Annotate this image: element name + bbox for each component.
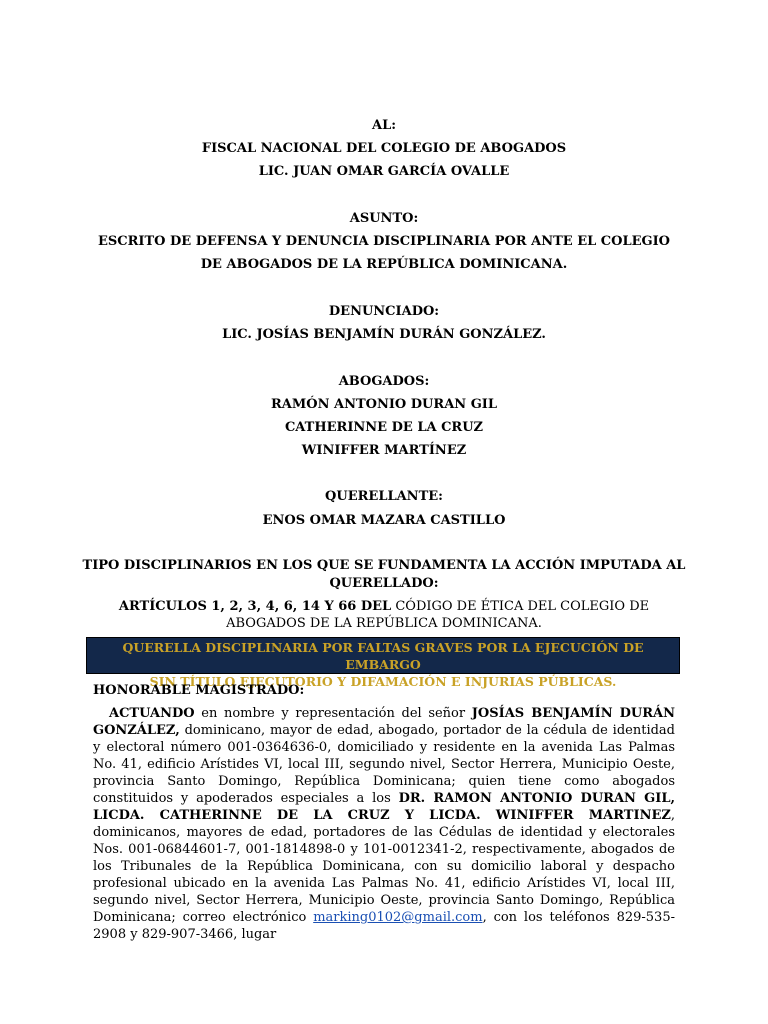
- plaintiff-label: QUERELLANTE:: [325, 489, 443, 504]
- body-text: en nombre y representación del señor: [194, 706, 472, 721]
- lawyer-name: WINIFFER MARTÍNEZ: [301, 443, 467, 458]
- subject-line-1: ESCRITO DE DEFENSA Y DENUNCIA DISCIPLINARIA POR ANTE EL COLEGIO: [97, 234, 671, 249]
- email-link[interactable]: marking0102@gmail.com: [313, 910, 483, 925]
- body-paragraph: [93, 705, 675, 943]
- types-heading-line-1: TIPO DISCIPLINARIOS EN LOS QUE SE FUNDAMENTA LA ACCIÓN IMPUTADA AL: [82, 558, 686, 573]
- subject-line-2: DE ABOGADOS DE LA REPÚBLICA DOMINICANA.: [200, 257, 568, 272]
- body-bold-actuando: ACTUANDO: [109, 706, 195, 721]
- body-text: , dominicanos, mayores de edad, portadores de las Cédulas de identidad y electorales Nos. 001-06844601-7, 001-1814898-0 y 101-0012341-2, respectivamente, abogados de los Tribunales de la República Dominicana, con su domicilio laboral y despacho profesional ubicado en la avenida Las Palmas No. 41, edificio Arístides VI, local III, segundo nivel, Sector Herrera, Municipio Oeste, provincia Santo Domingo, República Dominicana; correo electrónico: [93, 808, 675, 925]
- salutation: HONORABLE MAGISTRADO:: [93, 683, 305, 698]
- articles-paragraph: [93, 598, 675, 632]
- accused-label: DENUNCIADO:: [328, 304, 440, 319]
- subject-label: ASUNTO:: [349, 211, 419, 226]
- recipient-line-1: FISCAL NACIONAL DEL COLEGIO DE ABOGADOS: [201, 141, 567, 156]
- banner-line-1: QUERELLA DISCIPLINARIA POR FALTAS GRAVES POR LA EJECUCIÓN DE EMBARGO: [122, 640, 644, 672]
- complaint-banner: [86, 637, 680, 689]
- body-text: dominicano, mayor de edad, abogado, portador de la cédula de identidad y electoral número 001-0364636-0, domiciliado y residente en la avenida Las Palmas No. 41, edificio Arístides VI, local III, segundo nivel, Sector Herrera, Municipio Oeste, provincia Santo Domingo, República Dominicana; quien tiene como abogados constituidos y apoderados especiales a los: [93, 723, 675, 806]
- recipient-line-2: LIC. JUAN OMAR GARCÍA OVALLE: [258, 164, 510, 179]
- articles-bold: ARTÍCULOS 1, 2, 3, 4, 6, 14 Y 66 DEL: [118, 599, 392, 614]
- body-text: , con los teléfonos 829-535-2908 y 829-907-3466, lugar: [93, 910, 675, 942]
- articles-rest: CÓDIGO DE ÉTICA DEL COLEGIO DE ABOGADOS DE LA REPÚBLICA DOMINICANA.: [226, 599, 650, 631]
- lawyer-name: RAMÓN ANTONIO DURAN GIL: [270, 397, 498, 412]
- banner-line-2: SIN TÍTULO EJECUTORIO Y DIFAMACIÓN E INJURIAS PÚBLICAS.: [149, 674, 617, 689]
- body-bold-lawyers: DR. RAMON ANTONIO DURAN GIL, LICDA. CATHERINNE DE LA CRUZ Y LICDA. WINIFFER MARTINEZ: [93, 791, 675, 823]
- body-bold-client: JOSÍAS BENJAMÍN DURÁN GONZÁLEZ,: [93, 706, 675, 738]
- accused-name: LIC. JOSÍAS BENJAMÍN DURÁN GONZÁLEZ.: [222, 327, 546, 342]
- types-heading-line-2: QUERELLADO:: [329, 576, 439, 591]
- lawyer-name: CATHERINNE DE LA CRUZ: [284, 420, 484, 435]
- plaintiff-name: ENOS OMAR MAZARA CASTILLO: [262, 513, 506, 528]
- recipient-label: AL:: [371, 118, 397, 133]
- lawyers-label: ABOGADOS:: [338, 374, 430, 389]
